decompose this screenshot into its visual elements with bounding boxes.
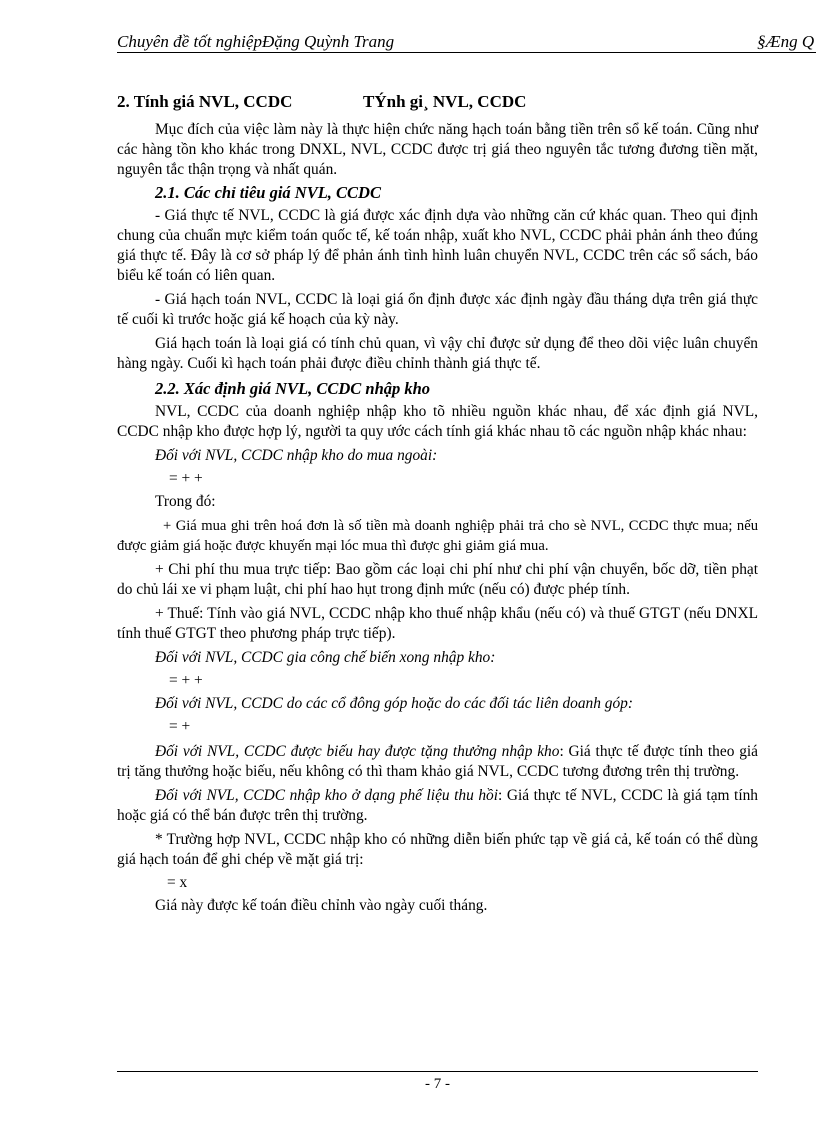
subsection-title-2-1: 2.1. Các chỉ tiêu giá NVL, CCDC	[155, 183, 381, 202]
case-gifted-lead: Đối với NVL, CCDC được biếu hay được tặng thưởng nhập kho	[155, 743, 560, 760]
case-purchased: Đối với NVL, CCDC nhập kho do mua ngoài:	[155, 447, 438, 464]
formula-processed: = + +	[169, 672, 203, 689]
label-where: Trong đó:	[155, 493, 216, 510]
document-body	[117, 92, 758, 916]
case-gifted	[117, 742, 758, 782]
bullet-direct-cost: + Chi phí thu mua trực tiếp: Bao gồm các loại chi phí như chi phí vận chuyển, bốc dỡ, tiền phạt do chủ lái xe vi phạm luật, chi phí hao hụt trong định mức (nếu có) được phép tính.	[117, 561, 758, 598]
case-processed: Đối với NVL, CCDC gia công chế biến xong nhập kho:	[155, 649, 496, 666]
page-number: - 7 -	[425, 1076, 450, 1092]
section-heading	[117, 92, 758, 114]
header-title: Chuyên đề tốt nghiệpĐặng Quỳnh Trang	[117, 32, 395, 51]
page-header	[117, 28, 816, 53]
case-scrap	[117, 786, 758, 826]
bullet-tax: + Thuế: Tính vào giá NVL, CCDC nhập kho thuế nhập khẩu (nếu có) và thuế GTGT (nếu DNXL tính thuế GTGT theo phương pháp trực tiếp).	[117, 605, 758, 642]
case-scrap-lead: Đối với NVL, CCDC nhập kho ở dạng phế liệu thu hồi	[155, 787, 499, 804]
case-contributed: Đối với NVL, CCDC do các cổ đông góp hoặc do các đối tác liên doanh góp:	[155, 695, 633, 712]
case-scrap-rest: : Giá thực tế NVL, CCDC là giá tạm tính hoặc giá có thể bán được trên thị trường.	[117, 787, 758, 824]
section-title-garbled: TÝnh gi¸ NVL, CCDC	[363, 92, 527, 111]
bullet-purchase-price: + Giá mua ghi trên hoá đơn là số tiền mà doanh nghiệp phải trả cho sè NVL, CCDC thực mua; nếu được giảm giá hoặc được khuyến mại lóc mua thì được ghi giảm giá mua.	[117, 518, 758, 554]
formula-purchased: = + +	[169, 470, 203, 487]
paragraph-subjective-price: Giá hạch toán là loại giá có tính chủ quan, vì vậy chỉ được sử dụng để theo dõi việc luân chuyển hàng ngày. Cuối kì hạch toán phải được điều chỉnh thành giá thực tế.	[117, 335, 758, 372]
section-title: 2. Tính giá NVL, CCDC	[117, 92, 293, 111]
footer-divider	[117, 1071, 758, 1072]
paragraph-import-sources: NVL, CCDC của doanh nghiệp nhập kho tõ nhiều nguồn khác nhau, để xác định giá NVL, CCDC nhập kho được hợp lý, người ta quy ước cách tính giá khác nhau tõ các nguồn nhập khác nhau:	[117, 403, 758, 440]
header-author-garbled: §Æng Q	[757, 32, 815, 51]
paragraph-accounting-price: - Giá hạch toán NVL, CCDC là loại giá ổn định được xác định ngày đầu tháng dựa trên giá thực tế cuối kì trước hoặc giá kế hoạch của kỳ này.	[117, 291, 758, 328]
intro-paragraph: Mục đích của việc làm này là thực hiện chức năng hạch toán bằng tiền trên sổ kế toán. Cũng như các hàng tồn kho khác trong DNXL, NVL, CCDC được trị giá theo nguyên tắc tương đương tiền mặt, nguyên tắc thận trọng và nhất quán.	[117, 121, 758, 178]
case-complex-price: * Trường hợp NVL, CCDC nhập kho có những diễn biến phức tạp về giá cả, kế toán có thể dùng giá hạch toán để ghi chép về mặt giá trị:	[117, 831, 758, 868]
case-gifted-rest: : Giá thực tế được tính theo giá trị tăng thưởng hoặc biếu, nếu không có thì tham khảo giá NVL, CCDC tương đương trên thị trường.	[117, 743, 759, 780]
formula-contributed: = +	[169, 718, 191, 735]
paragraph-actual-price: - Giá thực tế NVL, CCDC là giá được xác định dựa vào những căn cứ khác quan. Theo qui định chung của chuẩn mực kiểm toán quốc tế, kế toán nhập, xuất kho NVL, CCDC phải phản ánh theo đúng giá thực tế. Đây là cơ sở pháp lý để phản ánh tình hình luân chuyển NVL, CCDC trên các sổ sách, báo biểu kế toán có liên quan.	[117, 207, 758, 284]
closing-sentence: Giá này được kế toán điều chỉnh vào ngày cuối tháng.	[155, 897, 488, 914]
formula-accounting-price: = x	[167, 874, 188, 891]
subsection-title-2-2: 2.2. Xác định giá NVL, CCDC nhập kho	[155, 379, 431, 398]
